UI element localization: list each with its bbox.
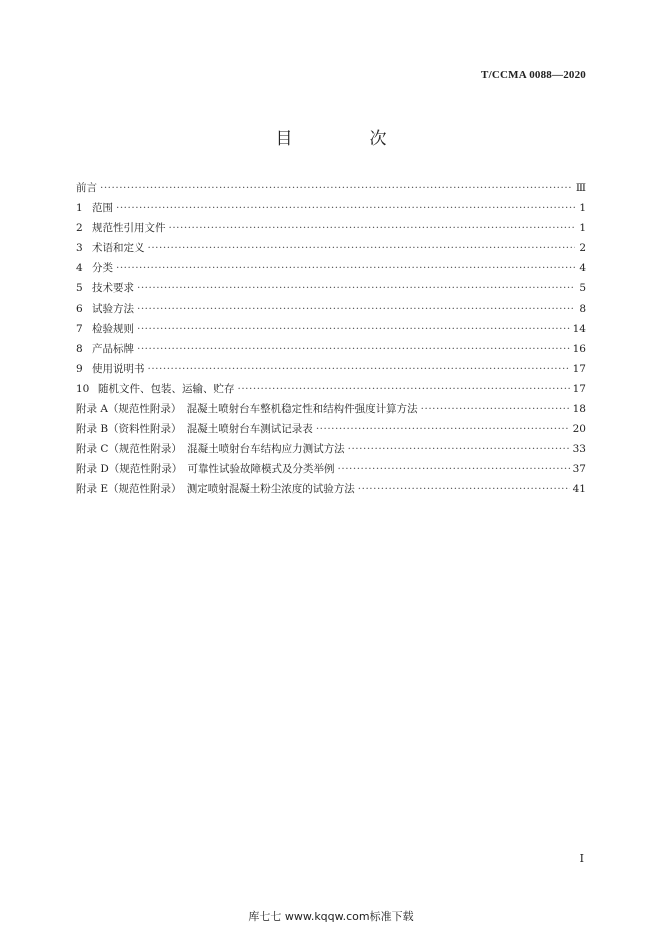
toc-leader-dots <box>116 202 575 214</box>
toc-entry-page: 5 <box>579 282 586 295</box>
toc-entry-number: 6 <box>76 302 83 315</box>
toc-entry-number: 8 <box>76 342 83 355</box>
standard-code: T/CCMA 0088—2020 <box>481 69 586 81</box>
toc-entry-text: 前言 <box>76 182 97 194</box>
toc-entry-page: 4 <box>579 262 586 275</box>
toc-leader-dots <box>169 222 576 234</box>
toc-entry-number: 2 <box>76 222 83 235</box>
toc-leader-dots <box>137 343 570 355</box>
toc-entry-text: 技术要求 <box>92 282 134 295</box>
toc-entry-text: 范围 <box>92 202 113 215</box>
toc-entry-page: 41 <box>572 483 586 496</box>
toc-entry-number: 9 <box>76 362 83 375</box>
toc-entry-label <box>76 200 113 215</box>
page-number: I <box>579 852 584 865</box>
toc-entry-text: 分类 <box>92 262 113 275</box>
toc-entry[interactable] <box>76 421 586 441</box>
toc-entry-text: 规范性引用文件 <box>92 222 166 235</box>
toc-entry[interactable] <box>76 361 586 381</box>
toc-entry-page: 8 <box>579 302 586 315</box>
toc-entry-label <box>76 280 134 295</box>
toc-entry-text: 使用说明书 <box>92 362 145 375</box>
toc-entry-text: 附录 E（规范性附录） 测定喷射混凝土粉尘浓度的试验方法 <box>76 483 355 496</box>
toc-entry[interactable] <box>76 200 586 220</box>
toc-entry-number: 7 <box>76 322 83 335</box>
toc-leader-dots <box>137 303 575 315</box>
toc-entry-page: 2 <box>579 242 586 255</box>
toc-entry-number: 3 <box>76 242 83 255</box>
toc-leader-dots <box>116 262 575 274</box>
toc-leader-dots <box>348 443 570 455</box>
toc-entry-page: 20 <box>572 423 586 436</box>
toc-leader-dots <box>137 282 575 294</box>
toc-entry-number: 1 <box>76 202 83 215</box>
toc-entry-text: 附录 A（规范性附录） 混凝土喷射台车整机稳定性和结构件强度计算方法 <box>76 403 418 416</box>
toc-entry-label <box>76 301 134 316</box>
toc-leader-dots <box>137 323 570 335</box>
toc-entry[interactable] <box>76 240 586 260</box>
toc-entry-page: 17 <box>572 362 586 375</box>
toc-entry[interactable] <box>76 481 586 501</box>
toc-entry-text: 产品标牌 <box>92 342 134 355</box>
toc-entry-page: 1 <box>579 202 586 215</box>
toc-entry-page: 17 <box>572 382 586 395</box>
toc-entry[interactable] <box>76 321 586 341</box>
toc-entry-label <box>76 361 145 376</box>
toc-entry-label <box>76 240 145 255</box>
toc-entry-label <box>76 180 97 195</box>
toc-entry[interactable] <box>76 301 586 321</box>
toc-leader-dots <box>358 483 570 495</box>
toc-entry[interactable] <box>76 441 586 461</box>
toc-entry-text: 试验方法 <box>92 302 134 315</box>
toc-leader-dots <box>238 383 570 395</box>
toc-entry-text: 附录 C（规范性附录） 混凝土喷射台车结构应力测试方法 <box>76 443 345 456</box>
toc-entry-text: 检验规则 <box>92 322 134 335</box>
toc-entry[interactable] <box>76 401 586 421</box>
toc-entry[interactable] <box>76 180 586 200</box>
toc-entry-label <box>76 481 355 496</box>
toc-entry-page: 1 <box>579 222 586 235</box>
page-title: 目 次 <box>275 129 417 149</box>
toc-entry[interactable] <box>76 461 586 481</box>
toc-entry-text: 随机文件、包装、运输、贮存 <box>98 382 235 395</box>
toc-entry-label <box>76 461 335 476</box>
toc-entry-number: 10 <box>76 382 90 395</box>
toc-entry[interactable] <box>76 381 586 401</box>
toc-entry-label <box>76 441 345 456</box>
toc-entry[interactable] <box>76 220 586 240</box>
table-of-contents <box>76 180 586 502</box>
toc-leader-dots <box>148 363 570 375</box>
toc-entry-label <box>76 341 134 356</box>
toc-leader-dots <box>421 403 570 415</box>
toc-leader-dots <box>148 242 576 254</box>
toc-entry-number: 4 <box>76 262 83 275</box>
toc-entry-label <box>76 421 313 436</box>
toc-entry-page: 18 <box>572 403 586 416</box>
toc-entry-page: 33 <box>572 443 586 456</box>
toc-entry-text: 附录 D（规范性附录） 可靠性试验故障模式及分类举例 <box>76 463 335 476</box>
toc-entry-page: Ⅲ <box>575 182 586 194</box>
toc-entry-page: 37 <box>572 463 586 476</box>
site-watermark: 库七七 www.kqqw.com标准下载 <box>248 910 414 923</box>
toc-entry[interactable] <box>76 341 586 361</box>
toc-entry-page: 16 <box>572 342 586 355</box>
toc-entry-text: 术语和定义 <box>92 242 145 255</box>
toc-entry-label <box>76 260 113 275</box>
toc-entry[interactable] <box>76 280 586 300</box>
toc-entry-label <box>76 321 134 336</box>
toc-entry[interactable] <box>76 260 586 280</box>
toc-entry-text: 附录 B（资料性附录） 混凝土喷射台车测试记录表 <box>76 423 313 436</box>
toc-leader-dots <box>316 423 570 435</box>
toc-entry-label <box>76 401 418 416</box>
toc-entry-label <box>76 220 166 235</box>
toc-entry-number: 5 <box>76 282 83 295</box>
toc-entry-label <box>76 381 235 396</box>
toc-leader-dots <box>100 182 573 194</box>
toc-entry-page: 14 <box>572 322 586 335</box>
toc-leader-dots <box>338 463 570 475</box>
